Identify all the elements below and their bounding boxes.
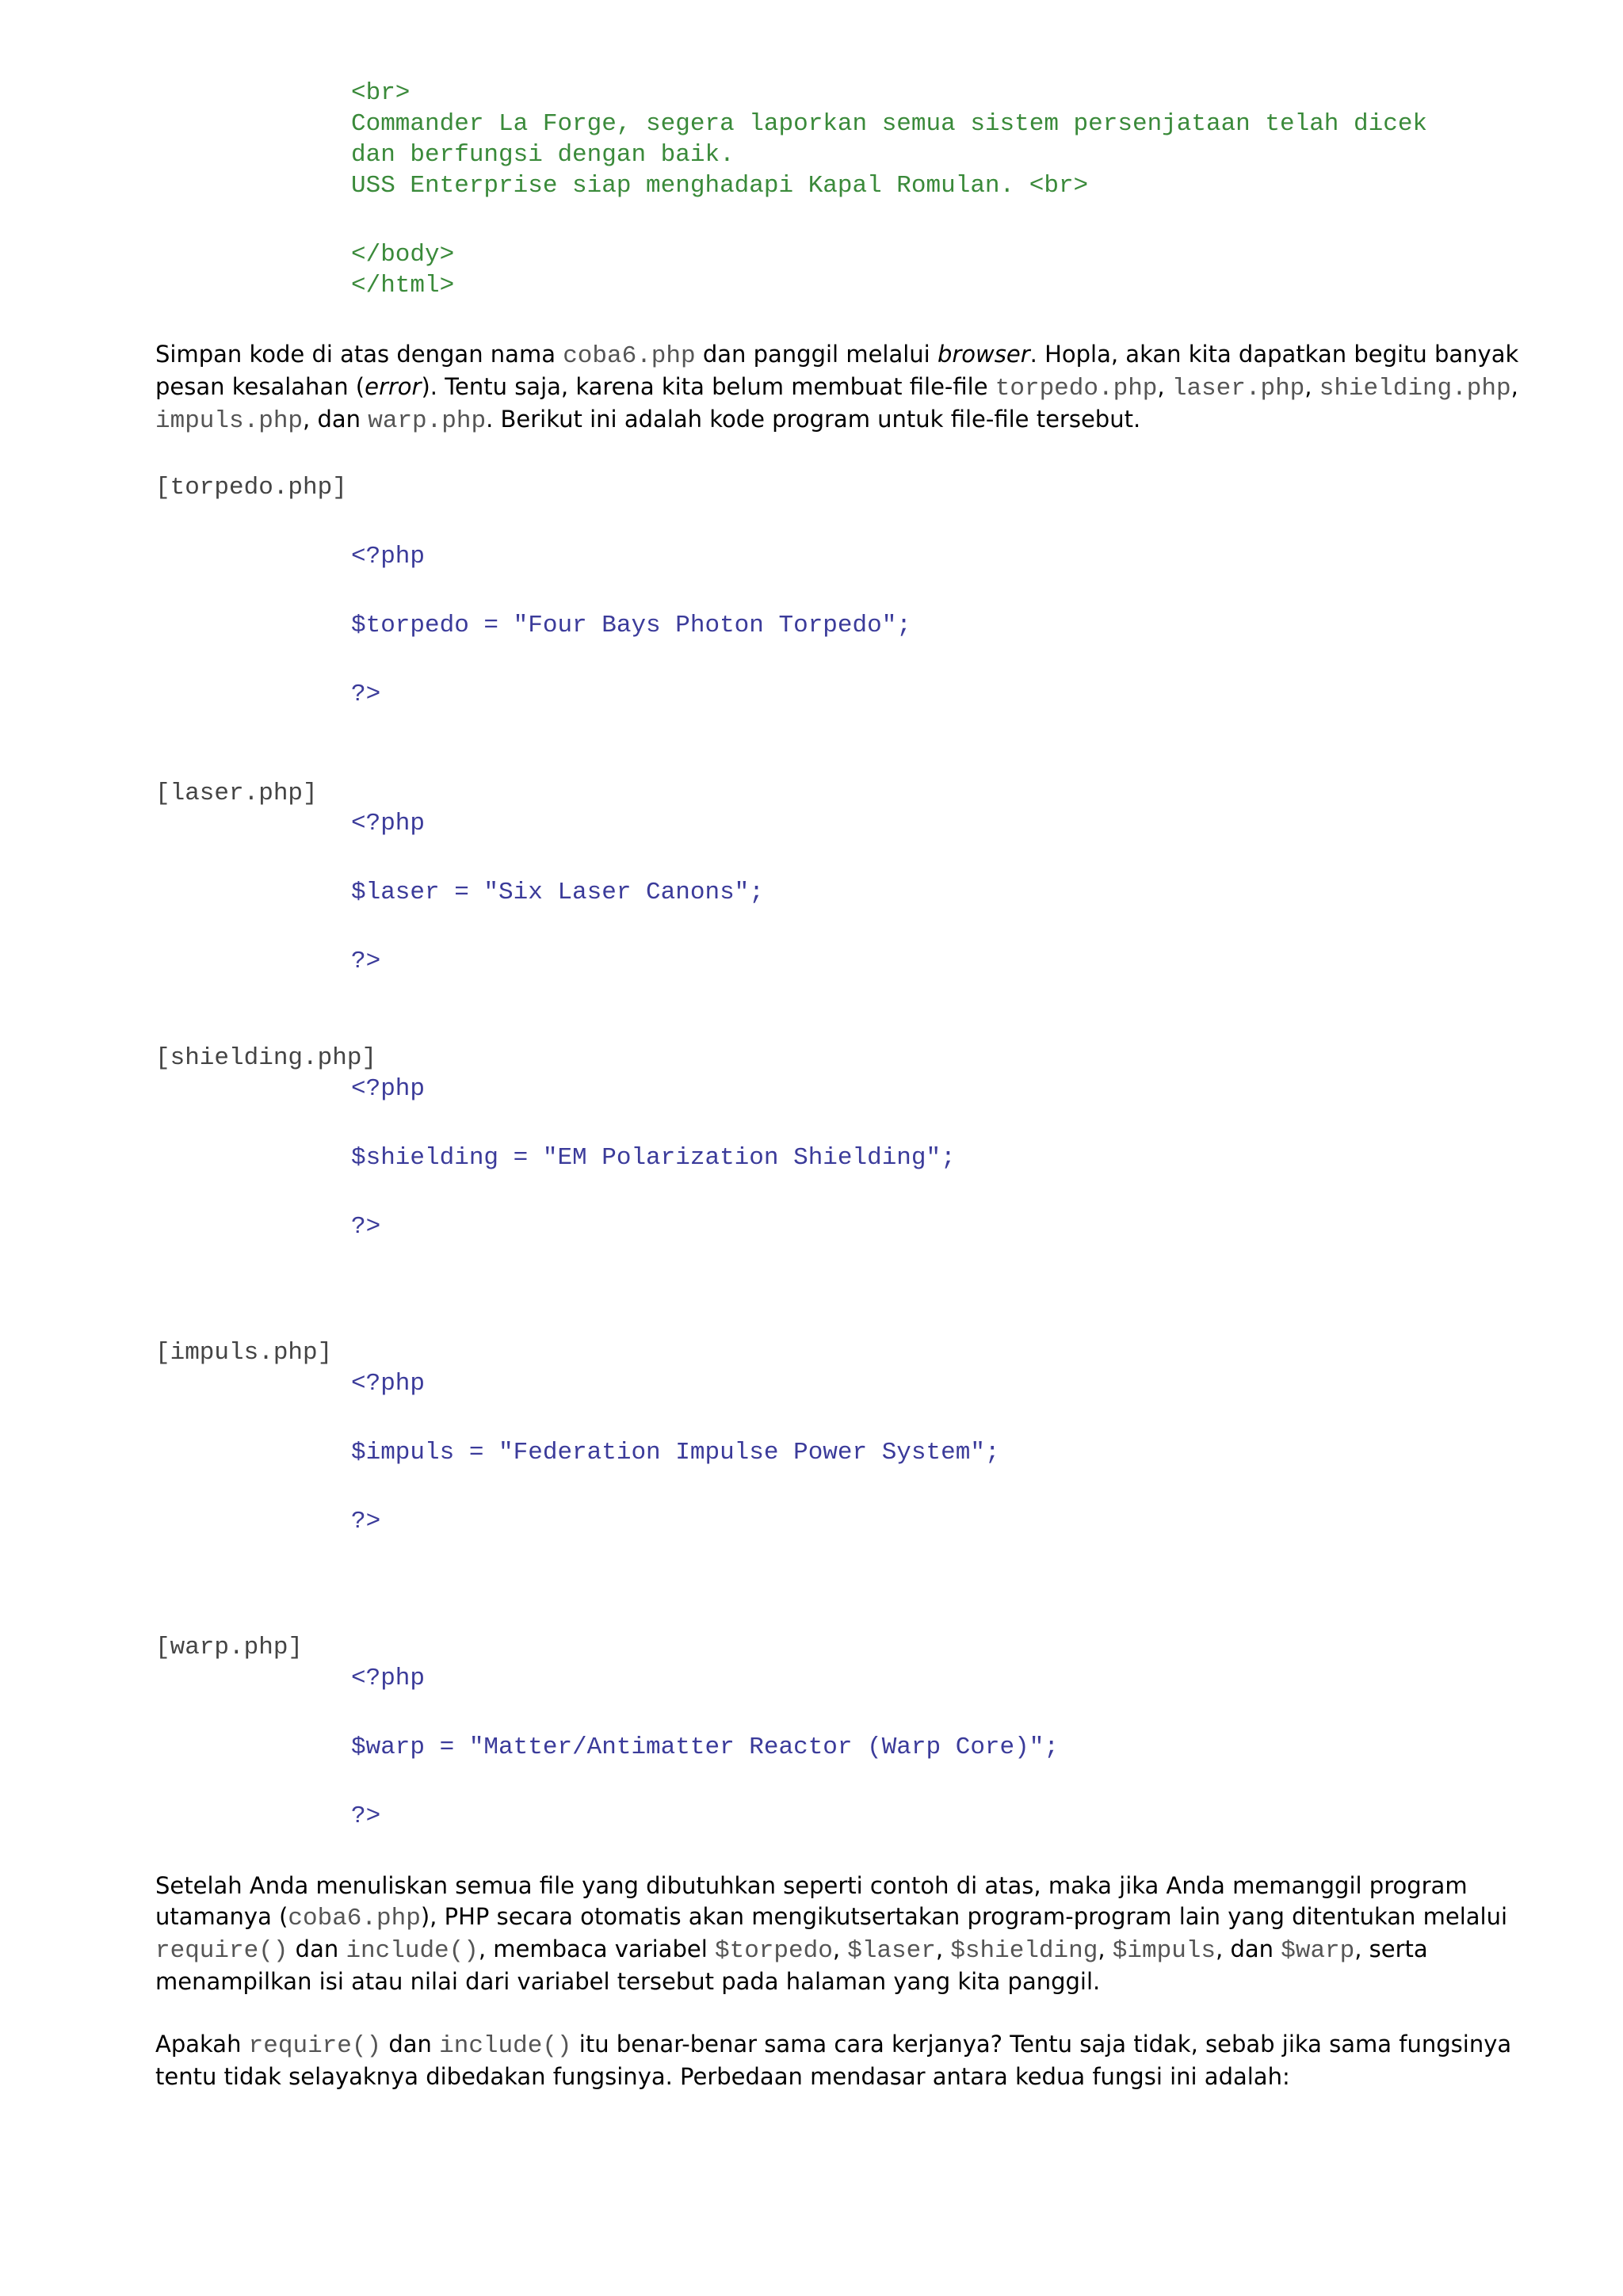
- text: Apakah: [155, 2031, 249, 2058]
- text: ,: [1510, 373, 1518, 400]
- text: dan: [288, 1936, 346, 1962]
- code-line-commander: Commander La Forge, segera laporkan semua sistem persenjataan telah dicek: [351, 110, 1428, 138]
- inline-code: shielding.php: [1319, 375, 1511, 402]
- code-line-berfungsi: dan berfungsi dengan baik.: [351, 141, 735, 169]
- text: , serta menampilkan isi atau nilai dari variabel tersebut pada halaman yang kita panggil.: [155, 1936, 1428, 1995]
- text: ). Tentu saja, karena kita belum membuat file-file: [421, 373, 995, 400]
- php-close-tag: ?>: [351, 681, 381, 708]
- text: ,: [1304, 373, 1319, 400]
- inline-code: include(): [439, 2032, 572, 2060]
- inline-code: coba6.php: [288, 1905, 421, 1932]
- code-line-body-close: </body>: [351, 241, 455, 269]
- php-open-tag: <?php: [351, 543, 426, 570]
- italic-text: browser: [937, 341, 1030, 368]
- text: , membaca variabel: [478, 1936, 715, 1962]
- php-code-line: $warp = "Matter/Antimatter Reactor (Warp Core)";: [351, 1733, 1059, 1761]
- inline-code: $laser: [847, 1937, 936, 1965]
- text: itu benar-benar sama cara kerjanya? Tentu saja tidak, sebab jika sama fungsinya tentu tidak selayaknya dibedakan fungsinya. Perbedaan mendasar antara kedua fungsi ini adalah:: [155, 2031, 1512, 2090]
- php-close-tag: ?>: [351, 948, 381, 975]
- file-label-impuls: [impuls.php]: [155, 1339, 333, 1367]
- inline-code: coba6.php: [563, 342, 696, 370]
- inline-code: require(): [248, 2032, 382, 2060]
- text: dan: [381, 2031, 440, 2058]
- text: , dan: [303, 406, 369, 433]
- paragraph-apakah: [155, 2029, 1566, 2092]
- php-open-tag: <?php: [351, 1075, 426, 1103]
- file-label-shielding: [shielding.php]: [155, 1044, 377, 1072]
- inline-code: warp.php: [368, 407, 487, 435]
- php-code-line: $shielding = "EM Polarization Shielding";: [351, 1144, 956, 1172]
- inline-code: laser.php: [1171, 375, 1305, 402]
- php-open-tag: <?php: [351, 810, 426, 837]
- file-label-torpedo: [torpedo.php]: [155, 474, 347, 502]
- inline-code: include(): [346, 1937, 479, 1965]
- inline-code: torpedo.php: [995, 375, 1158, 402]
- php-code-line: $torpedo = "Four Bays Photon Torpedo";: [351, 612, 911, 639]
- file-label-laser: [laser.php]: [155, 780, 318, 807]
- text: . Berikut ini adalah kode program untuk file-file tersebut.: [486, 406, 1141, 433]
- text: ), PHP secara otomatis akan mengikutsertakan program-program lain yang ditentukan melalui: [420, 1903, 1508, 1930]
- code-line-br: <br>: [351, 79, 411, 107]
- php-close-tag: ?>: [351, 1508, 381, 1535]
- php-close-tag: ?>: [351, 1213, 381, 1241]
- inline-code: $torpedo: [714, 1937, 833, 1965]
- php-open-tag: <?php: [351, 1370, 426, 1398]
- text: , dan: [1216, 1936, 1281, 1962]
- code-line-html-close: </html>: [351, 272, 455, 299]
- php-code-line: $impuls = "Federation Impulse Power System";: [351, 1439, 1000, 1466]
- text: ,: [1098, 1936, 1113, 1962]
- text: . Hopla, akan kita dapatkan begitu banyak pesan kesalahan (: [155, 341, 1519, 400]
- text: Simpan kode di atas dengan nama: [155, 341, 563, 368]
- text: dan panggil melalui: [695, 341, 938, 368]
- file-label-warp: [warp.php]: [155, 1634, 304, 1661]
- php-open-tag: <?php: [351, 1665, 426, 1692]
- italic-text: error: [365, 373, 422, 400]
- text: ,: [832, 1936, 848, 1962]
- code-line-enterprise: USS Enterprise siap menghadapi Kapal Romulan. <br>: [351, 172, 1089, 200]
- text: ,: [935, 1936, 951, 1962]
- php-close-tag: ?>: [351, 1802, 381, 1830]
- php-code-line: $laser = "Six Laser Canons";: [351, 879, 764, 906]
- inline-code: $impuls: [1112, 1937, 1216, 1965]
- text: ,: [1157, 373, 1172, 400]
- inline-code: require(): [155, 1937, 288, 1965]
- inline-code: $shielding: [950, 1937, 1098, 1965]
- inline-code: impuls.php: [155, 407, 304, 435]
- paragraph-setelah: [155, 1871, 1566, 1997]
- inline-code: $warp: [1281, 1937, 1355, 1965]
- text: Setelah Anda menuliskan semua file yang dibutuhkan seperti contoh di atas, maka jika Anda memanggil program utamanya (: [155, 1872, 1468, 1930]
- paragraph-simpan: [155, 339, 1566, 437]
